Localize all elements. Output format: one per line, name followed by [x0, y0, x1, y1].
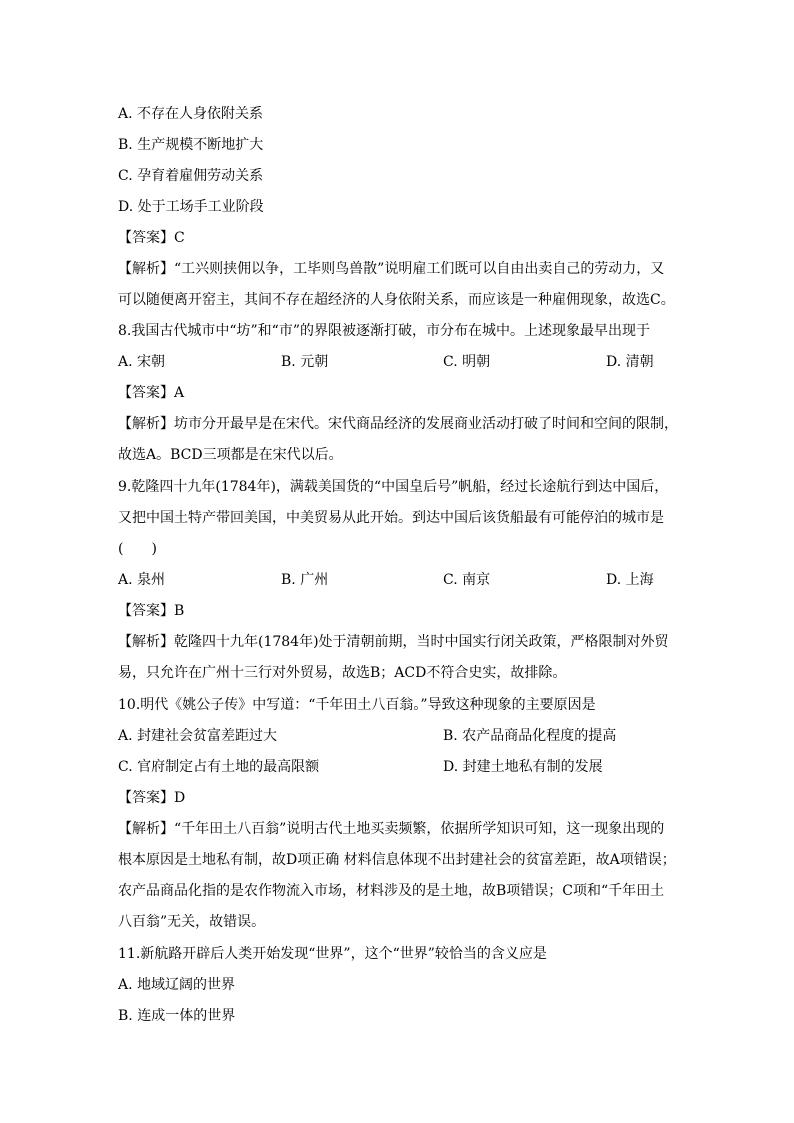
q11-option-b: B. 连成一体的世界 — [118, 1008, 236, 1024]
q11-option-a: A. 地域辽阔的世界 — [118, 977, 236, 993]
q7-answer: 【答案】C — [118, 230, 185, 246]
q10-stem: 10.明代《姚公子传》中写道：“千年田土八百翁。”导致这种现象的主要原因是 — [118, 697, 596, 713]
q7-analysis-line-1: 【解析】“工兴则挟佣以争，工毕则鸟兽散”说明雇工们既可以自由出卖自己的劳动力，又 — [118, 261, 665, 277]
q8-option-d: D. 清朝 — [606, 354, 654, 370]
q8-option-a: A. 宋朝 — [118, 354, 166, 370]
q9-answer: 【答案】B — [118, 603, 185, 619]
q9-stem-line-3: ( ) — [118, 541, 157, 557]
q7-option-d: D. 处于工场手工业阶段 — [118, 199, 264, 215]
q7-option-a: A. 不存在人身依附关系 — [118, 106, 264, 122]
q8-option-c: C. 明朝 — [443, 354, 491, 370]
q10-analysis-line-1: 【解析】“千年田土八百翁”说明古代土地买卖频繁，依据所学知识可知，这一现象出现的 — [118, 821, 665, 837]
q7-option-b: B. 生产规模不断地扩大 — [118, 137, 264, 153]
q10-option-d: D. 封建土地私有制的发展 — [443, 759, 603, 775]
q9-analysis-line-1: 【解析】乾隆四十九年(1784年)处于清朝前期，当时中国实行闭关政策，严格限制对外贸 — [118, 634, 669, 650]
q9-option-a: A. 泉州 — [118, 572, 166, 588]
q7-analysis-line-2: 可以随便离开窑主，其间不存在超经济的人身依附关系，而应该是一种雇佣现象，故选C。 — [118, 292, 675, 308]
q9-option-c: C. 南京 — [443, 572, 491, 588]
q11-stem: 11.新航路开辟后人类开始发现“世界”，这个“世界”较恰当的含义应是 — [118, 946, 547, 962]
q8-answer: 【答案】A — [118, 385, 185, 401]
q8-option-b: B. 元朝 — [281, 354, 329, 370]
q10-analysis-line-2: 根本原因是土地私有制，故D项正确 材料信息体现不出封建社会的贫富差距，故A项错误； — [118, 852, 676, 868]
q8-stem: 8.我国古代城市中“坊”和“市”的界限被逐渐打破，市分布在城中。上述现象最早出现于 — [118, 323, 650, 339]
q8-analysis-line-1: 【解析】坊市分开最早是在宋代。宋代商品经济的发展商业活动打破了时间和空间的限制， — [118, 416, 678, 432]
q7-option-c: C. 孕育着雇佣劳动关系 — [118, 168, 264, 184]
q8-analysis-line-2: 故选A。BCD三项都是在宋代以后。 — [118, 447, 343, 463]
q10-option-a: A. 封建社会贫富差距过大 — [118, 728, 278, 744]
q9-stem-line-2: 又把中国土特产带回美国，中美贸易从此开始。到达中国后该货船最有可能停泊的城市是 — [118, 510, 664, 526]
q9-stem-line-1: 9.乾隆四十九年(1784年)，满载美国货的“中国皇后号”帆船，经过长途航行到达中国后， — [118, 479, 669, 495]
q10-answer: 【答案】D — [118, 790, 186, 806]
q9-option-d: D. 上海 — [606, 572, 654, 588]
q9-option-b: B. 广州 — [281, 572, 329, 588]
q10-analysis-line-3: 农产品商品化指的是农作物流入市场，材料涉及的是土地，故B项错误；C项和“千年田土 — [118, 883, 665, 899]
q9-analysis-line-2: 易，只允许在广州十三行对外贸易，故选B；ACD不符合史实，故排除。 — [118, 665, 567, 681]
q10-option-b: B. 农产品商品化程度的提高 — [443, 728, 617, 744]
q10-option-c: C. 官府制定占有土地的最高限额 — [118, 759, 320, 775]
q10-analysis-line-4: 八百翁”无关，故错误。 — [118, 914, 266, 930]
